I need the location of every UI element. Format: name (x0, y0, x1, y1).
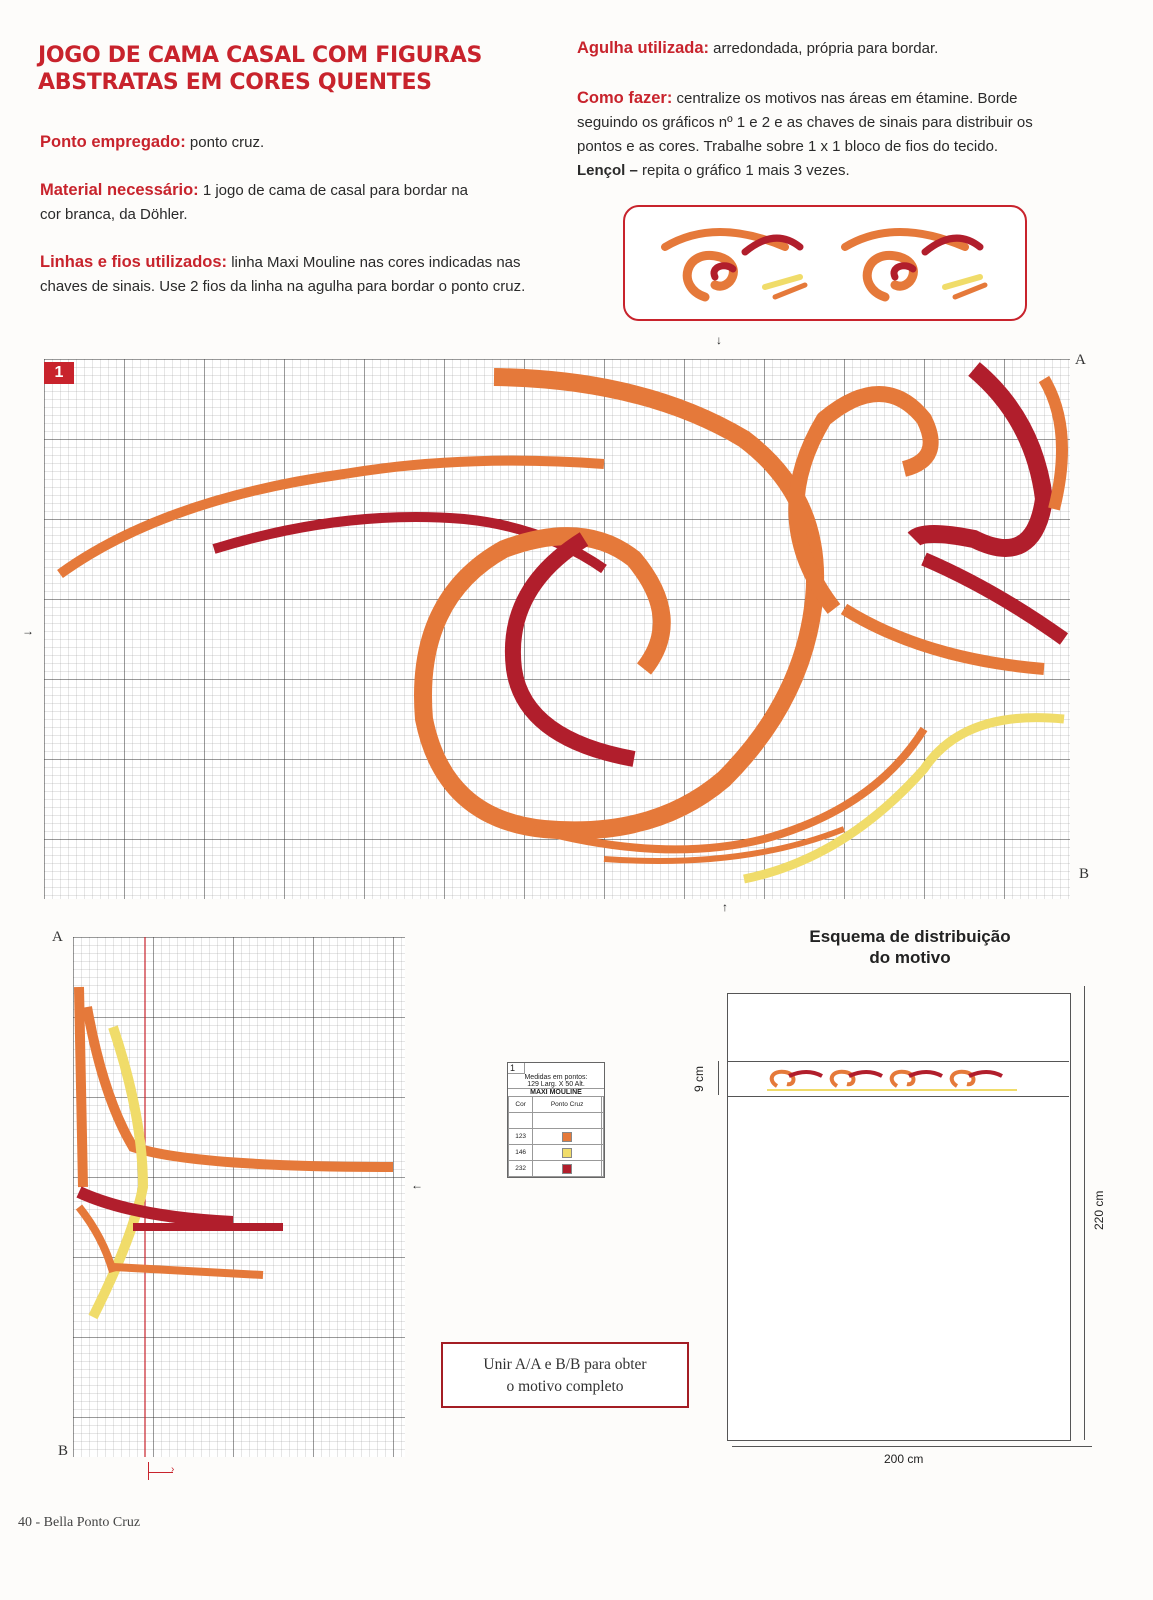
key-measure-2: 129 Larg. X 50 Alt. (527, 1081, 585, 1088)
swatch-yellow-icon (562, 1148, 572, 1158)
como-text-2: seguindo os gráficos nº 1 e 2 e as chaves de sinais para distribuir os (577, 114, 1033, 131)
chart-2-grid (73, 937, 405, 1462)
chart-1-bottom-center-arrow: ↑ (722, 900, 728, 914)
chart-1-grid (44, 359, 1070, 904)
join-note (441, 1342, 689, 1408)
motif-preview-art (625, 207, 1025, 319)
chart-1-top-center-arrow: ↓ (716, 333, 722, 347)
como-text-1: centralize os motivos nas áreas em étamine. Borde (672, 90, 1018, 107)
motif-preview (623, 205, 1027, 321)
como-text-3: pontos e as cores. Trabalhe sobre 1 x 1 bloco de fios do tecido. (577, 138, 999, 155)
linhas-paragraph (40, 250, 570, 299)
chart-1-label-b: B (1079, 866, 1090, 882)
swatch-red-icon (562, 1164, 572, 1174)
lencol-text: repita o gráfico 1 mais 3 vezes. (637, 162, 850, 179)
linhas-label: Linhas e fios utilizados: (40, 253, 228, 271)
como-paragraph (577, 86, 1097, 183)
join-note-line-2: o motivo completo (506, 1378, 624, 1395)
key-col-cor: Cor (509, 1097, 533, 1113)
key-number: 1 (508, 1063, 525, 1074)
chart-1-svg (44, 359, 1070, 899)
band-dimension-line (718, 1061, 719, 1095)
agulha-text: arredondada, própria para bordar. (709, 40, 939, 57)
title-line-1: JOGO DE CAMA CASAL COM FIGURAS (38, 43, 483, 68)
chart-2-bottom-arrow: › (148, 1462, 179, 1480)
table-row (509, 1129, 604, 1145)
page-title (38, 42, 558, 96)
table-row (509, 1161, 604, 1177)
key-table (508, 1096, 604, 1177)
height-label: 220 cm (1092, 1190, 1106, 1230)
ponto-label: Ponto empregado: (40, 133, 186, 151)
height-dimension-line (1084, 986, 1085, 1440)
chart-2-side-arrow: ← (411, 1178, 423, 1192)
chart-1-label-a: A (1075, 352, 1086, 368)
chart-1-side-arrow: → (22, 624, 34, 638)
key-measure-1: Medidas em pontos: (524, 1074, 588, 1081)
width-label: 200 cm (884, 1452, 924, 1466)
agulha-label: Agulha utilizada: (577, 39, 709, 57)
schema-title (740, 926, 1080, 968)
agulha-paragraph (577, 36, 1097, 61)
title-line-2: ABSTRATAS EM CORES QUENTES (38, 70, 432, 95)
linhas-text-2: chaves de sinais. Use 2 fios da linha na agulha para bordar o ponto cruz. (40, 278, 526, 295)
key-col-spacer (601, 1097, 603, 1113)
key-brand: MAXI MOULINE (508, 1088, 604, 1096)
material-paragraph (40, 178, 560, 227)
ponto-text: ponto cruz. (185, 134, 265, 151)
key-code: 146 (509, 1145, 533, 1161)
schema-title-line-1: Esquema de distribuição (809, 927, 1011, 946)
key-code: 123 (509, 1129, 533, 1145)
page-footer: 40 - Bella Ponto Cruz (18, 1515, 141, 1530)
chart-2-label-a: A (52, 929, 63, 945)
band-height-label: 9 cm (692, 1065, 706, 1092)
lencol-label: Lençol – (577, 162, 638, 179)
key-code: 232 (509, 1161, 533, 1177)
ponto-paragraph (40, 130, 560, 155)
key-spacer-row (509, 1113, 604, 1129)
schema-band-motif (727, 1062, 1069, 1096)
material-label: Material necessário: (40, 181, 199, 199)
table-row (509, 1145, 604, 1161)
como-label: Como fazer: (577, 89, 673, 107)
chart-2-svg (73, 937, 405, 1457)
material-text-2: cor branca, da Döhler. (40, 206, 188, 223)
schema-band (727, 1061, 1069, 1097)
key-header-row (509, 1097, 604, 1113)
chart-2-label-b: B (58, 1443, 69, 1459)
key-col-ponto: Ponto Cruz (533, 1097, 602, 1113)
width-dimension-line (732, 1446, 1092, 1447)
material-text-1: 1 jogo de cama de casal para bordar na (198, 182, 469, 199)
chart-1-badge: 1 (44, 362, 74, 384)
symbol-key (507, 1062, 605, 1178)
schema-title-line-2: do motivo (869, 948, 951, 967)
linhas-text-1: linha Maxi Mouline nas cores indicadas nas (227, 254, 521, 271)
swatch-orange-icon (562, 1132, 572, 1142)
join-note-line-1: Unir A/A e B/B para obter (483, 1356, 647, 1373)
